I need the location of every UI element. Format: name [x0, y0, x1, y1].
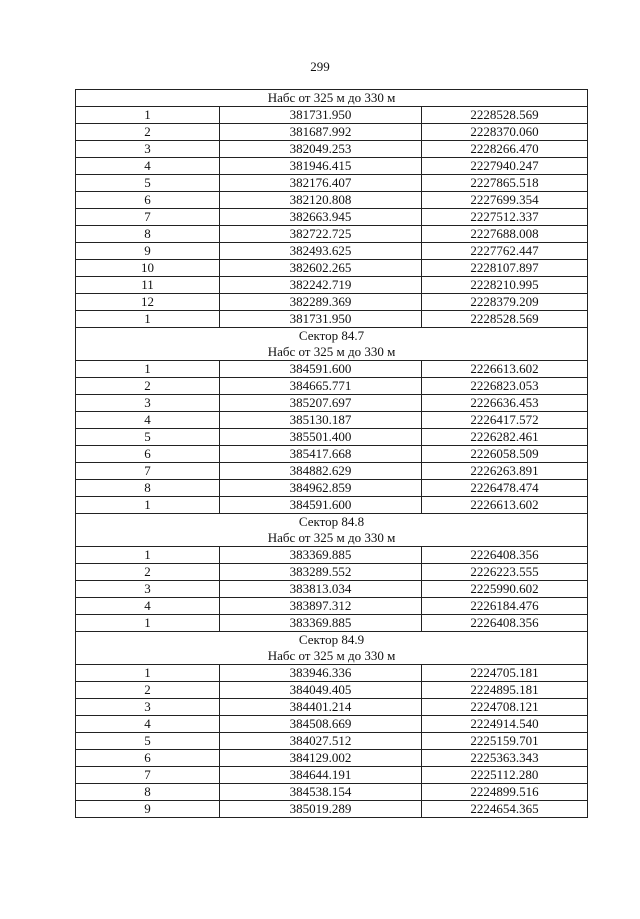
y-coordinate: 2226417.572: [422, 412, 588, 429]
section-header-row: [76, 90, 588, 107]
y-coordinate: 2225990.602: [422, 581, 588, 598]
y-coordinate: 2226184.476: [422, 598, 588, 615]
x-coordinate: 381731.950: [220, 311, 422, 328]
y-coordinate: 2226613.602: [422, 497, 588, 514]
table-row: [76, 733, 588, 750]
table-row: [76, 311, 588, 328]
page-number: 299: [310, 59, 330, 74]
point-number: 1: [76, 497, 220, 514]
point-number: 7: [76, 767, 220, 784]
table-row: [76, 209, 588, 226]
x-coordinate: 384049.405: [220, 682, 422, 699]
elevation-range: Набс от 325 м до 330 м: [267, 344, 396, 359]
x-coordinate: 383289.552: [220, 564, 422, 581]
y-coordinate: 2224895.181: [422, 682, 588, 699]
point-number: 2: [76, 682, 220, 699]
x-coordinate: 385019.289: [220, 801, 422, 818]
y-coordinate: 2227699.354: [422, 192, 588, 209]
elevation-range: Набс от 325 м до 330 м: [267, 530, 396, 545]
x-coordinate: 384665.771: [220, 378, 422, 395]
point-number: 4: [76, 412, 220, 429]
x-coordinate: 384027.512: [220, 733, 422, 750]
table-row: [76, 175, 588, 192]
table-row: [76, 395, 588, 412]
table-row: [76, 226, 588, 243]
y-coordinate: 2224899.516: [422, 784, 588, 801]
sector-title: Сектор 84.7: [298, 328, 365, 343]
y-coordinate: 2227512.337: [422, 209, 588, 226]
sector-title: Сектор 84.9: [298, 632, 365, 647]
table-row: [76, 158, 588, 175]
x-coordinate: 382722.725: [220, 226, 422, 243]
table-row: [76, 615, 588, 632]
table-row: [76, 497, 588, 514]
y-coordinate: 2228528.569: [422, 311, 588, 328]
y-coordinate: 2226223.555: [422, 564, 588, 581]
x-coordinate: 384644.191: [220, 767, 422, 784]
x-coordinate: 385207.697: [220, 395, 422, 412]
table-row: [76, 243, 588, 260]
point-number: 4: [76, 598, 220, 615]
x-coordinate: 385130.187: [220, 412, 422, 429]
x-coordinate: 384882.629: [220, 463, 422, 480]
point-number: 3: [76, 699, 220, 716]
x-coordinate: 384591.600: [220, 497, 422, 514]
point-number: 3: [76, 395, 220, 412]
point-number: 7: [76, 209, 220, 226]
table-row: [76, 784, 588, 801]
x-coordinate: 382663.945: [220, 209, 422, 226]
x-coordinate: 384508.669: [220, 716, 422, 733]
point-number: 8: [76, 480, 220, 497]
x-coordinate: 384129.002: [220, 750, 422, 767]
table-row: [76, 463, 588, 480]
y-coordinate: 2228528.569: [422, 107, 588, 124]
point-number: 11: [76, 277, 220, 294]
point-number: 1: [76, 615, 220, 632]
point-number: 10: [76, 260, 220, 277]
y-coordinate: 2224705.181: [422, 665, 588, 682]
table-row: [76, 446, 588, 463]
table-row: [76, 361, 588, 378]
table-row: [76, 480, 588, 497]
section-header: [76, 328, 588, 361]
point-number: 7: [76, 463, 220, 480]
x-coordinate: 382289.369: [220, 294, 422, 311]
point-number: 5: [76, 429, 220, 446]
y-coordinate: 2227940.247: [422, 158, 588, 175]
x-coordinate: 384591.600: [220, 361, 422, 378]
y-coordinate: 2228370.060: [422, 124, 588, 141]
point-number: 4: [76, 158, 220, 175]
table-row: [76, 429, 588, 446]
table-row: [76, 767, 588, 784]
point-number: 6: [76, 446, 220, 463]
x-coordinate: 382493.625: [220, 243, 422, 260]
y-coordinate: 2227688.008: [422, 226, 588, 243]
y-coordinate: 2228379.209: [422, 294, 588, 311]
section-header-row: [76, 514, 588, 547]
point-number: 2: [76, 378, 220, 395]
x-coordinate: 384401.214: [220, 699, 422, 716]
point-number: 6: [76, 750, 220, 767]
elevation-range: Набс от 325 м до 330 м: [267, 648, 396, 663]
table-row: [76, 716, 588, 733]
y-coordinate: 2228210.995: [422, 277, 588, 294]
y-coordinate: 2226636.453: [422, 395, 588, 412]
point-number: 4: [76, 716, 220, 733]
y-coordinate: 2226263.891: [422, 463, 588, 480]
point-number: 12: [76, 294, 220, 311]
x-coordinate: 383813.034: [220, 581, 422, 598]
elevation-range: Набс от 325 м до 330 м: [267, 90, 396, 105]
table-row: [76, 294, 588, 311]
table-row: [76, 682, 588, 699]
table-row: [76, 412, 588, 429]
table-row: [76, 564, 588, 581]
point-number: 8: [76, 784, 220, 801]
y-coordinate: 2225363.343: [422, 750, 588, 767]
table-row: [76, 141, 588, 158]
table-row: [76, 665, 588, 682]
table-row: [76, 801, 588, 818]
x-coordinate: 383369.885: [220, 547, 422, 564]
point-number: 8: [76, 226, 220, 243]
y-coordinate: 2225112.280: [422, 767, 588, 784]
section-header: [76, 632, 588, 665]
table-row: [76, 598, 588, 615]
coordinates-table-body: [76, 90, 588, 818]
table-row: [76, 107, 588, 124]
x-coordinate: 382120.808: [220, 192, 422, 209]
x-coordinate: 385501.400: [220, 429, 422, 446]
point-number: 1: [76, 311, 220, 328]
table-row: [76, 750, 588, 767]
point-number: 3: [76, 141, 220, 158]
point-number: 6: [76, 192, 220, 209]
table-row: [76, 277, 588, 294]
point-number: 9: [76, 243, 220, 260]
section-header-row: [76, 632, 588, 665]
x-coordinate: 381687.992: [220, 124, 422, 141]
y-coordinate: 2226613.602: [422, 361, 588, 378]
y-coordinate: 2228107.897: [422, 260, 588, 277]
x-coordinate: 381946.415: [220, 158, 422, 175]
y-coordinate: 2226282.461: [422, 429, 588, 446]
y-coordinate: 2228266.470: [422, 141, 588, 158]
table-row: [76, 699, 588, 716]
y-coordinate: 2226823.053: [422, 378, 588, 395]
coordinates-table: [75, 89, 588, 818]
point-number: 1: [76, 547, 220, 564]
x-coordinate: 381731.950: [220, 107, 422, 124]
table-row: [76, 547, 588, 564]
section-header: [76, 90, 588, 107]
y-coordinate: 2226408.356: [422, 615, 588, 632]
table-row: [76, 260, 588, 277]
y-coordinate: 2224914.540: [422, 716, 588, 733]
table-row: [76, 124, 588, 141]
section-header: [76, 514, 588, 547]
x-coordinate: 384538.154: [220, 784, 422, 801]
point-number: 9: [76, 801, 220, 818]
x-coordinate: 384962.859: [220, 480, 422, 497]
point-number: 1: [76, 665, 220, 682]
y-coordinate: 2226408.356: [422, 547, 588, 564]
x-coordinate: 385417.668: [220, 446, 422, 463]
x-coordinate: 383946.336: [220, 665, 422, 682]
y-coordinate: 2227865.518: [422, 175, 588, 192]
point-number: 1: [76, 107, 220, 124]
x-coordinate: 382242.719: [220, 277, 422, 294]
y-coordinate: 2227762.447: [422, 243, 588, 260]
x-coordinate: 382602.265: [220, 260, 422, 277]
point-number: 1: [76, 361, 220, 378]
table-row: [76, 192, 588, 209]
x-coordinate: 383369.885: [220, 615, 422, 632]
point-number: 5: [76, 175, 220, 192]
table-row: [76, 378, 588, 395]
y-coordinate: 2226058.509: [422, 446, 588, 463]
y-coordinate: 2226478.474: [422, 480, 588, 497]
y-coordinate: 2225159.701: [422, 733, 588, 750]
point-number: 5: [76, 733, 220, 750]
section-header-row: [76, 328, 588, 361]
y-coordinate: 2224654.365: [422, 801, 588, 818]
y-coordinate: 2224708.121: [422, 699, 588, 716]
x-coordinate: 382176.407: [220, 175, 422, 192]
x-coordinate: 382049.253: [220, 141, 422, 158]
point-number: 2: [76, 564, 220, 581]
point-number: 3: [76, 581, 220, 598]
point-number: 2: [76, 124, 220, 141]
table-row: [76, 581, 588, 598]
x-coordinate: 383897.312: [220, 598, 422, 615]
sector-title: Сектор 84.8: [298, 514, 365, 529]
